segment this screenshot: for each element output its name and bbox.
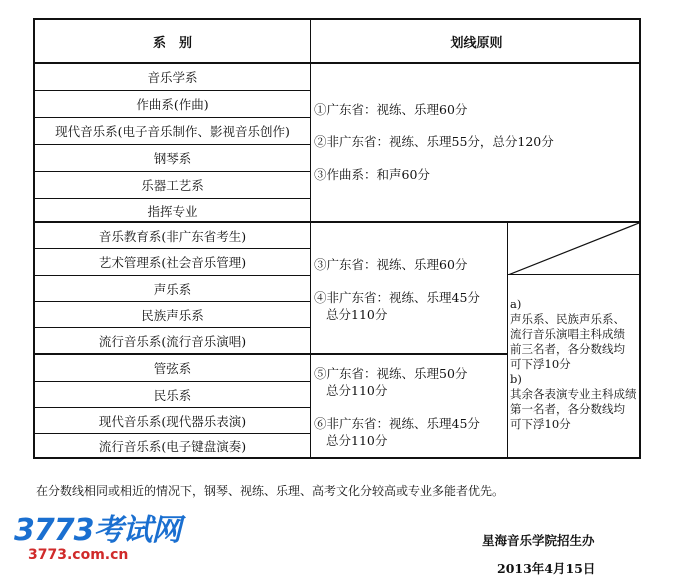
admission-table <box>33 18 641 459</box>
note-line: 声乐系、民族声乐系、 <box>510 312 625 326</box>
footnote: 在分数线相同或相近的情况下，钢琴、视练、乐理、高考文化分较高或专业多能者优先。 <box>36 484 505 498</box>
dept-cell: 流行音乐系(流行音乐演唱) <box>98 333 247 349</box>
note-line: 第一名者，各分数线均 <box>510 402 625 416</box>
rule-line: ③作曲系：和声60分 <box>314 167 430 182</box>
dept-cell: 钢琴系 <box>153 151 192 166</box>
dept-cell: 作曲系(作曲) <box>136 97 209 112</box>
signature-org: 星海音乐学院招生办 <box>482 533 595 548</box>
dept-cell: 管弦系 <box>153 361 192 376</box>
dept-cell: 艺术管理系(社会音乐管理) <box>98 255 247 270</box>
rule-line: ①广东省：视练、乐理60分 <box>314 102 468 117</box>
rule-line: ④非广东省：视练、乐理45分 <box>314 290 480 305</box>
dept-cell: 乐器工艺系 <box>141 178 204 193</box>
logo-sub-text: 3773.com.cn <box>28 547 129 563</box>
header-rule: 划线原则 <box>450 35 503 51</box>
logo-main-text: 3773考试网 <box>14 513 181 548</box>
dept-cell: 民乐系 <box>153 387 192 403</box>
rule-line: 总分110分 <box>326 383 388 398</box>
dept-cell: 民族声乐系 <box>141 307 204 323</box>
dept-cell: 音乐学系 <box>147 70 198 85</box>
note-line: 可下浮10分 <box>510 357 571 371</box>
rule-line: ⑤广东省：视练、乐理50分 <box>314 366 468 381</box>
rule-line: ⑥非广东省：视练、乐理45分 <box>314 416 480 431</box>
dept-cell: 声乐系 <box>153 281 192 297</box>
dept-cell: 现代音乐系(现代器乐表演) <box>98 413 247 429</box>
dept-cell: 音乐教育系(非广东省考生) <box>98 228 247 244</box>
note-line: 前三名者，各分数线均 <box>510 342 625 356</box>
rule-line: 总分110分 <box>326 307 388 322</box>
rule-line: ②非广东省：视练、乐理55分，总分120分 <box>314 134 554 149</box>
note-line: a) <box>510 297 522 311</box>
note-header-divider <box>508 274 639 275</box>
dept-cell: 指挥专业 <box>147 203 198 219</box>
signature-date: 2013年4月15日 <box>497 561 596 576</box>
rule-line: ③广东省：视练、乐理60分 <box>314 257 468 272</box>
col-divider <box>310 20 311 457</box>
note-line: 流行音乐演唱主科成绩 <box>510 327 625 341</box>
header-dept: 系 别 <box>152 35 192 51</box>
diagonal-line <box>508 223 639 275</box>
note-line: 其余各表演专业主科成绩 <box>510 387 637 401</box>
site-logo <box>14 513 181 564</box>
note-line: b) <box>510 372 522 386</box>
dept-cell: 流行音乐系(电子键盘演奏) <box>98 438 247 454</box>
note-line: 可下浮10分 <box>510 417 571 431</box>
rule-line: 总分110分 <box>326 433 388 448</box>
dept-cell: 现代音乐系(电子音乐制作、影视音乐创作) <box>55 124 290 139</box>
